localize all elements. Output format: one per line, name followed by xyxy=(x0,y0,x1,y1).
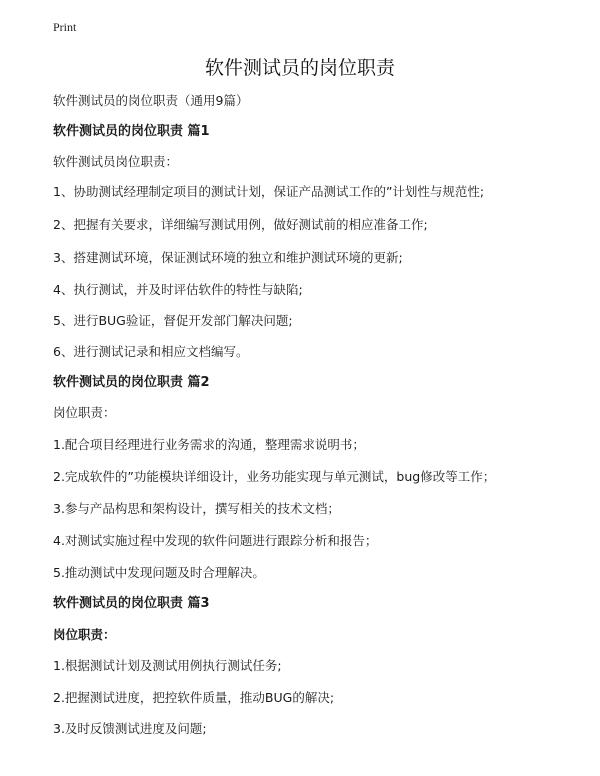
list-item: 2.完成软件的”功能模块详细设计，业务功能实现与单元测试，bug修改等工作； xyxy=(53,469,496,484)
section-heading-2: 软件测试员的岗位职责 篇2 xyxy=(53,375,210,390)
list-item: 1.配合项目经理进行业务需求的沟通，整理需求说明书； xyxy=(53,437,365,452)
list-item: 5.推动测试中发现问题及时合理解决。 xyxy=(53,565,265,580)
document-title: 软件测试员的岗位职责 xyxy=(204,57,395,79)
section-intro-1: 软件测试员岗位职责： xyxy=(53,154,179,169)
list-item: 4、执行测试，并及时评估软件的特性与缺陷; xyxy=(53,282,303,297)
section-intro-3: 岗位职责： xyxy=(53,627,116,642)
section-heading-1: 软件测试员的岗位职责 篇1 xyxy=(53,124,210,139)
list-item: 4.对测试实施过程中发现的软件问题进行跟踪分析和报告； xyxy=(53,533,378,548)
list-item: 2.把握测试进度，把控软件质量，推动BUG的解决; xyxy=(53,690,335,705)
list-item: 2、把握有关要求，详细编写测试用例，做好测试前的相应准备工作; xyxy=(53,217,428,232)
print-label: Print xyxy=(53,20,77,34)
list-item: 1、协助测试经理制定项目的测试计划，保证产品测试工作的”计划性与规范性; xyxy=(53,184,485,199)
document-subtitle: 软件测试员的岗位职责（通用9篇） xyxy=(53,93,249,108)
list-item: 1.根据测试计划及测试用例执行测试任务; xyxy=(53,658,282,673)
section-intro-2: 岗位职责： xyxy=(53,405,116,420)
list-item: 3、搭建测试环境，保证测试环境的独立和维护测试环境的更新; xyxy=(53,250,403,265)
list-item: 5、进行BUG验证，督促开发部门解决问题; xyxy=(53,313,293,328)
section-heading-3: 软件测试员的岗位职责 篇3 xyxy=(53,596,210,611)
list-item: 3.参与产品构思和架构设计，撰写相关的技术文档； xyxy=(53,501,340,516)
list-item: 3.及时反馈测试进度及问题; xyxy=(53,721,207,736)
list-item: 6、进行测试记录和相应文档编写。 xyxy=(53,344,249,359)
